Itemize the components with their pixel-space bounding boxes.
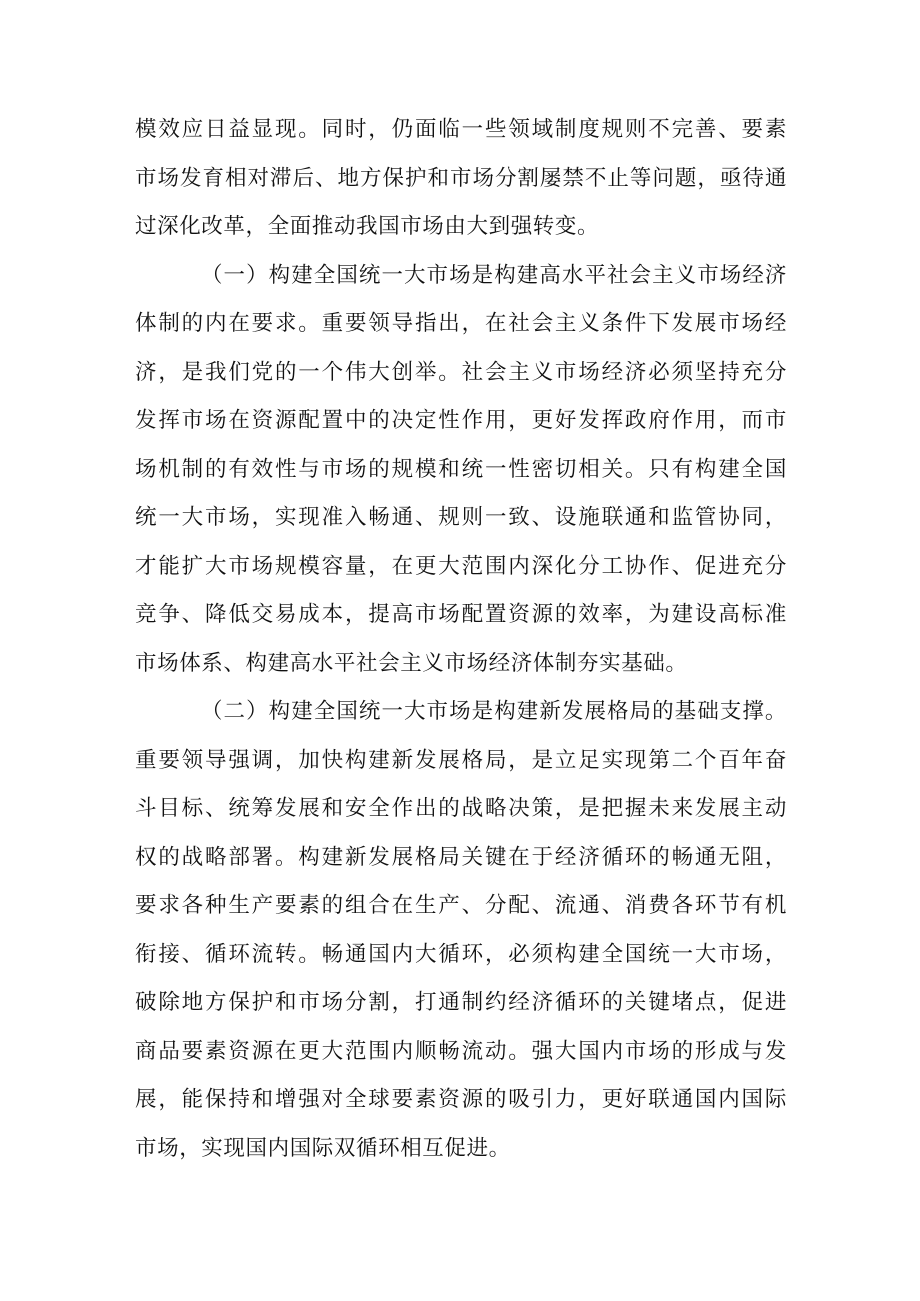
paragraph-line: 破除地方保护和市场分割，打通制约经济循环的关键堵点，促进 <box>135 990 787 1015</box>
paragraph-line: 济，是我们党的一个伟大创举。社会主义市场经济必须坚持充分 <box>135 359 787 385</box>
paragraph-line: 市场体系、构建高水平社会主义市场经济体制夯实基础。 <box>135 650 688 676</box>
paragraph-line: 衔接、循环流转。畅通国内大循环，必须构建全国统一大市场， <box>135 941 787 967</box>
paragraph-line: 要求各种生产要素的组合在生产、分配、流通、消费各环节有机 <box>135 893 787 918</box>
section-heading-line: （一）构建全国统一大市场是构建高水平社会主义市场经济 <box>201 262 787 288</box>
paragraph-section-two <box>135 688 787 1173</box>
paragraph-line: 竞争、降低交易成本，提高市场配置资源的效率，为建设高标准 <box>135 602 787 627</box>
paragraph-line: 场机制的有效性与市场的规模和统一性密切相关。只有构建全国 <box>135 456 787 482</box>
document-body <box>135 106 787 1173</box>
paragraph-line: 市场，实现国内国际双循环相互促进。 <box>135 1135 511 1161</box>
paragraph-line: 模效应日益显现。同时，仍面临一些领域制度规则不完善、要素 <box>135 117 787 142</box>
paragraph-line: 商品要素资源在更大范围内顺畅流动。强大国内市场的形成与发 <box>135 1038 787 1064</box>
paragraph-line: 体制的内在要求。重要领导指出，在社会主义条件下发展市场经 <box>135 311 787 336</box>
paragraph-line: 权的战略部署。构建新发展格局关键在于经济循环的畅通无阻， <box>135 844 787 870</box>
paragraph-line: 发挥市场在资源配置中的决定性作用，更好发挥政府作用，而市 <box>135 408 787 433</box>
paragraph-line: 斗目标、统筹发展和安全作出的战略决策，是把握未来发展主动 <box>135 796 787 821</box>
paragraph-line: 市场发育相对滞后、地方保护和市场分割屡禁不止等问题，亟待通 <box>135 165 787 191</box>
paragraph-line: 才能扩大市场规模容量，在更大范围内深化分工协作、促进充分 <box>135 553 787 579</box>
section-heading-line: （二）构建全国统一大市场是构建新发展格局的基础支撑。 <box>201 699 787 724</box>
paragraph-line: 展，能保持和增强对全球要素资源的吸引力，更好联通国内国际 <box>135 1087 787 1112</box>
paragraph-intro <box>135 106 787 252</box>
paragraph-line: 重要领导强调，加快构建新发展格局，是立足实现第二个百年奋 <box>135 747 787 773</box>
paragraph-line: 统一大市场，实现准入畅通、规则一致、设施联通和监管协同， <box>135 505 787 530</box>
paragraph-section-one <box>135 252 787 689</box>
paragraph-line: 过深化改革，全面推动我国市场由大到强转变。 <box>135 214 600 239</box>
